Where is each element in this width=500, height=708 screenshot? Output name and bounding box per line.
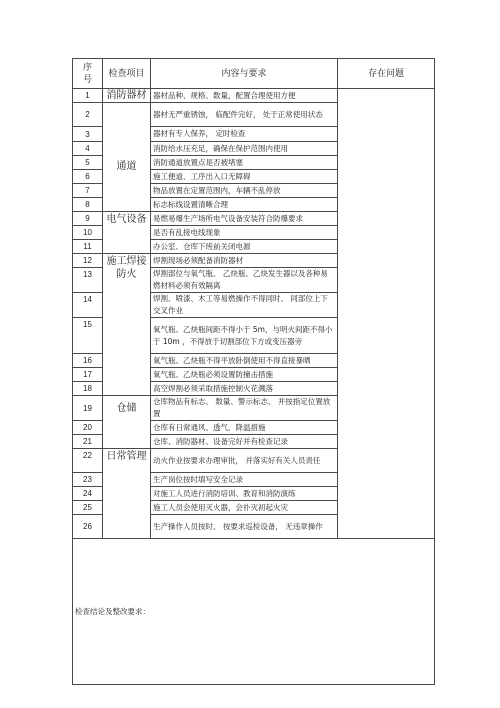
row-number: 17 — [73, 368, 103, 382]
category-fire-equipment: 消防器材 — [103, 89, 151, 103]
row-content: 焊割现场必须配备消防器材 — [151, 254, 338, 268]
header-content: 内容与要求 — [151, 59, 338, 89]
category-welding-fire-prevention — [103, 254, 151, 396]
conclusion-label: 检查结论及整改要求： — [73, 539, 435, 685]
row-number: 15 — [73, 318, 103, 354]
row-number: 9 — [73, 212, 103, 226]
header-row — [73, 59, 435, 89]
row-number: 8 — [73, 198, 103, 212]
row-content: 器材品种、规格、数量，配置合理使用方便 — [151, 89, 338, 103]
row-number: 1 — [73, 89, 103, 103]
row-number: 13 — [73, 268, 103, 293]
row-content: 生产岗位按时填写安全记录 — [151, 473, 338, 487]
row-number: 16 — [73, 354, 103, 368]
row-number: 26 — [73, 515, 103, 539]
row-content: 器材有专人保养， 定时检查 — [151, 127, 338, 142]
row-content: 施工人员会使用灭火器，会扑灭初起火灾 — [151, 501, 338, 515]
fire-safety-checklist-table — [72, 58, 435, 685]
category-daily-management: 日常管理 — [103, 449, 151, 539]
category-passage: 通道 — [103, 103, 151, 212]
category-warehouse: 仓储 — [103, 396, 151, 449]
row-number: 7 — [73, 184, 103, 198]
row-content: 焊割、喷漆、木工等易燃操作不得同时、 同部位上下交叉作业 — [151, 293, 338, 318]
row-number: 6 — [73, 170, 103, 184]
row-number: 3 — [73, 127, 103, 142]
row-content: 消防给水压充足，确保在保护范围内使用 — [151, 142, 338, 156]
row-content: 高空焊割必须采取措施控制火花溅落 — [151, 382, 338, 396]
row-content: 消防通道放置点是否被堵塞 — [151, 156, 338, 170]
row-number: 24 — [73, 487, 103, 501]
row-number: 22 — [73, 449, 103, 473]
row-number: 14 — [73, 293, 103, 318]
row-number: 2 — [73, 103, 103, 127]
issues-column — [338, 89, 435, 539]
conclusion-row — [73, 539, 435, 685]
row-content: 焊割部位与氧气瓶、 乙炔瓶、乙炔发生器以及各种易燃材料必须有效隔离 — [151, 268, 338, 293]
row-number: 20 — [73, 421, 103, 435]
row-number: 10 — [73, 226, 103, 240]
row-number: 5 — [73, 156, 103, 170]
row-content: 办公室、仓库下班前关闭电源 — [151, 240, 338, 254]
header-category: 检查项目 — [103, 59, 151, 89]
table-row — [73, 89, 435, 103]
row-number: 19 — [73, 396, 103, 421]
row-content: 易燃易爆生产场所电气设备安装符合防爆要求 — [151, 212, 338, 226]
row-content: 生产操作人员按时、 按要求巡检设备， 无违章操作 — [151, 515, 338, 539]
row-number: 11 — [73, 240, 103, 254]
row-number: 23 — [73, 473, 103, 487]
row-content: 动火作业按要求办理审批， 并落实好有关人员责任 — [151, 449, 338, 473]
row-content: 物品放置在定置范围内，车辆不乱停放 — [151, 184, 338, 198]
row-number: 12 — [73, 254, 103, 268]
row-content: 仓库物品有标志、 数量、警示标志、 并按指定位置放置 — [151, 396, 338, 421]
row-number: 4 — [73, 142, 103, 156]
row-content: 氧气瓶、乙炔瓶必须设置防撞击措施 — [151, 368, 338, 382]
row-content: 氧气瓶、乙炔瓶不得平放卧倒使用不得直接暴晒 — [151, 354, 338, 368]
header-issue: 存在问题 — [338, 59, 435, 89]
row-content: 是否有乱接电线现象 — [151, 226, 338, 240]
row-content: 对施工人员进行消防培训、教育和消防演练 — [151, 487, 338, 501]
row-number: 18 — [73, 382, 103, 396]
category-electrical: 电气设备 — [103, 212, 151, 254]
row-number: 25 — [73, 501, 103, 515]
header-no: 序号 — [73, 59, 103, 89]
row-content: 氧气瓶、乙炔瓶间距不得小于 5m，与明火间距不得小于 10m ，不得放于切割部位下方或变压器旁 — [151, 318, 338, 354]
row-content: 标志标线设置清晰合理 — [151, 198, 338, 212]
row-number: 21 — [73, 435, 103, 449]
category-welding-line1: 施工焊接 — [106, 256, 147, 267]
category-welding-line2: 防火 — [116, 269, 137, 280]
row-content: 仓库有日常通风、透气、降温措施 — [151, 421, 338, 435]
row-content: 仓库、消防器材、设备完好并有检查记录 — [151, 435, 338, 449]
row-content: 器材无严重锈蚀， 临配件完好， 处于正常使用状态 — [151, 103, 338, 127]
row-content: 施工便道、工序出入口无障碍 — [151, 170, 338, 184]
